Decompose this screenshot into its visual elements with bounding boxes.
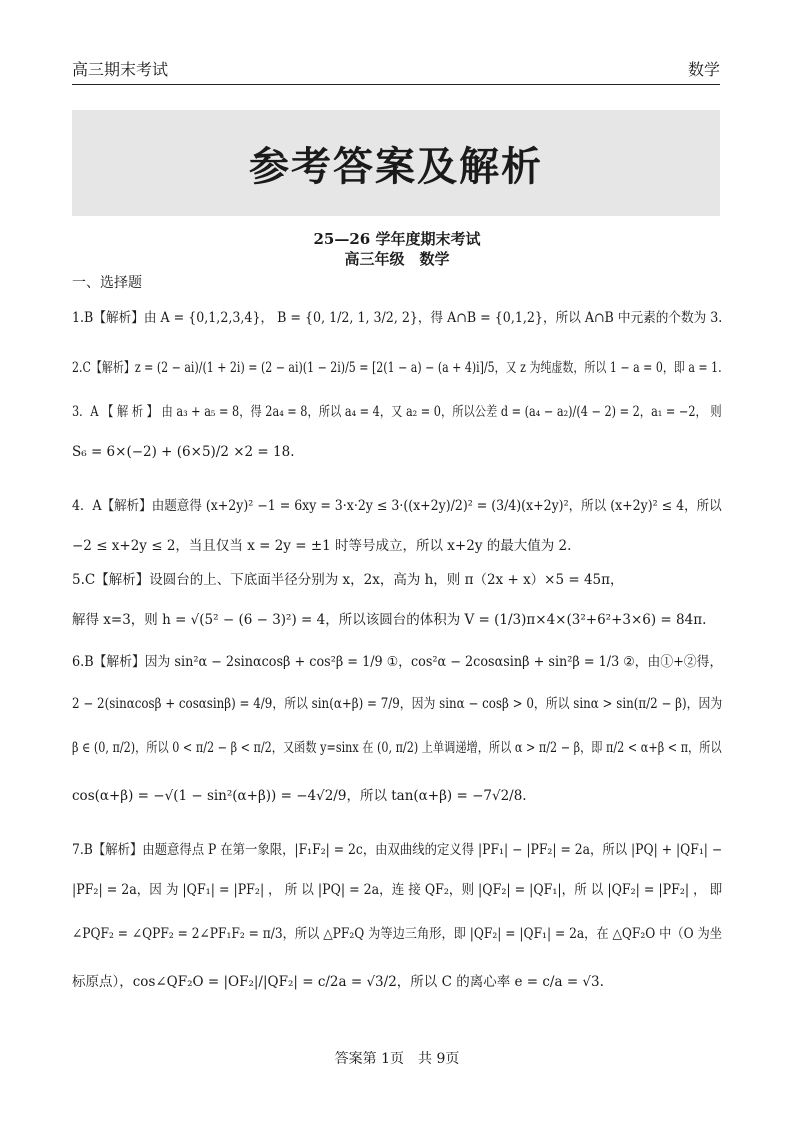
page-title: 参考答案及解析 <box>249 142 543 190</box>
answer-q3-line2: S₆ = 6×(−2) + (6×5)/2 ×2 = 18. <box>72 444 295 460</box>
section-heading: 一、选择题 <box>72 275 142 291</box>
page-footer: 答案第 1页 共 9页 <box>334 1051 460 1067</box>
answer-q4-line1: 4．A【解析】由题意得 (x+2y)² −1 = 6xy = 3·x·2y ≤ 3·((x+2y)/2)² = (3/4)(x+2y)²，所以 (x+2y)² ≤ 4，所以 <box>72 498 722 514</box>
answer-q4-line2: −2 ≤ x+2y ≤ 2，当且仅当 x = 2y = ±1 时等号成立，所以 x+2y 的最大值为 2. <box>72 538 572 554</box>
subject-name: 数学 <box>687 60 720 79</box>
answer-q7-line4: 标原点），cos∠QF₂O = |OF₂|/|QF₂| = c/2a = √3/2，所以 C 的离心率 e = c/a = √3. <box>72 974 604 990</box>
answer-q5-line1: 5.C【解析】设圆台的上、下底面半径分别为 x，2x，高为 h，则 π（2x + x）×5 = 45π， <box>72 572 624 588</box>
answer-q6-line3: β ∈ (0, π/2)，所以 0 < π/2 − β < π/2，又函数 y=sinx 在 (0, π/2) 上单调递增，所以 α > π/2 − β，即 π/2 < α+β < π，所以 <box>72 740 722 756</box>
answer-q1: 1.B【解析】由 A = {0,1,2,3,4}， B = {0, 1/2, 1, 3/2, 2}，得 A∩B = {0,1,2}，所以 A∩B 中元素的个数为 3. <box>72 310 723 326</box>
exam-name: 高三期末考试 <box>72 60 169 79</box>
answer-q5-line2: 解得 x=3，则 h = √(5² − (6 − 3)²) = 4，所以该圆台的体积为 V = (1/3)π×4×(3²+6²+3×6) = 84π. <box>72 612 707 628</box>
answer-q6-line1: 6.B【解析】因为 sin²α − 2sinαcosβ + cos²β = 1/9 ①，cos²α − 2cosαsinβ + sin²β = 1/3 ②，由①+②得， <box>72 654 723 670</box>
answer-q2: 2.C【解析】z = (2 − ai)/(1 + 2i) = (2 − ai)(1 − 2i)/5 = [2(1 − a) − (a + 4)i]/5，又 z 为纯虚数，所以 1 − a = 0，即 a = 1. <box>72 360 722 376</box>
answer-q3-line1: 3．A 【 解 析 】 由 a₃ + a₅ = 8，得 2a₄ = 8，所以 a₄ = 4，又 a₂ = 0，所以公差 d = (a₄ − a₂)/(4 − 2) = 2，a₁ = −2， 则 <box>72 404 722 420</box>
subtitle-year: 25—26 学年度期末考试 <box>313 230 481 248</box>
answer-q7-line2: |PF₂| = 2a，因 为 |QF₁| = |PF₂| ， 所 以 |PQ| = 2a，连 接 QF₂，则 |QF₂| = |QF₁|，所 以 |QF₂| = |PF₂| ， 即 <box>72 882 723 898</box>
answer-q6-line2: 2 − 2(sinαcosβ + cosαsinβ) = 4/9，所以 sin(α+β) = 7/9，因为 sinα − cosβ > 0，所以 sinα > sin(π/2 − β)，因为 <box>72 696 723 712</box>
subtitle-grade: 高三年级 数学 <box>344 250 450 268</box>
answer-q6-line4: cos(α+β) = −√(1 − sin²(α+β)) = −4√2/9，所以 tan(α+β) = −7√2/8. <box>72 788 527 804</box>
title-banner <box>72 110 720 216</box>
answer-q7-line3: ∠PQF₂ = ∠QPF₂ = 2∠PF₁F₂ = π/3，所以 △PF₂Q 为等边三角形，即 |QF₂| = |QF₁| = 2a，在 △QF₂O 中（O 为坐 <box>72 926 722 942</box>
page-header <box>72 58 720 85</box>
answer-q7-line1: 7.B【解析】由题意得点 P 在第一象限，|F₁F₂| = 2c，由双曲线的定义得 |PF₁| − |PF₂| = 2a，所以 |PQ| + |QF₁| − <box>72 842 723 858</box>
